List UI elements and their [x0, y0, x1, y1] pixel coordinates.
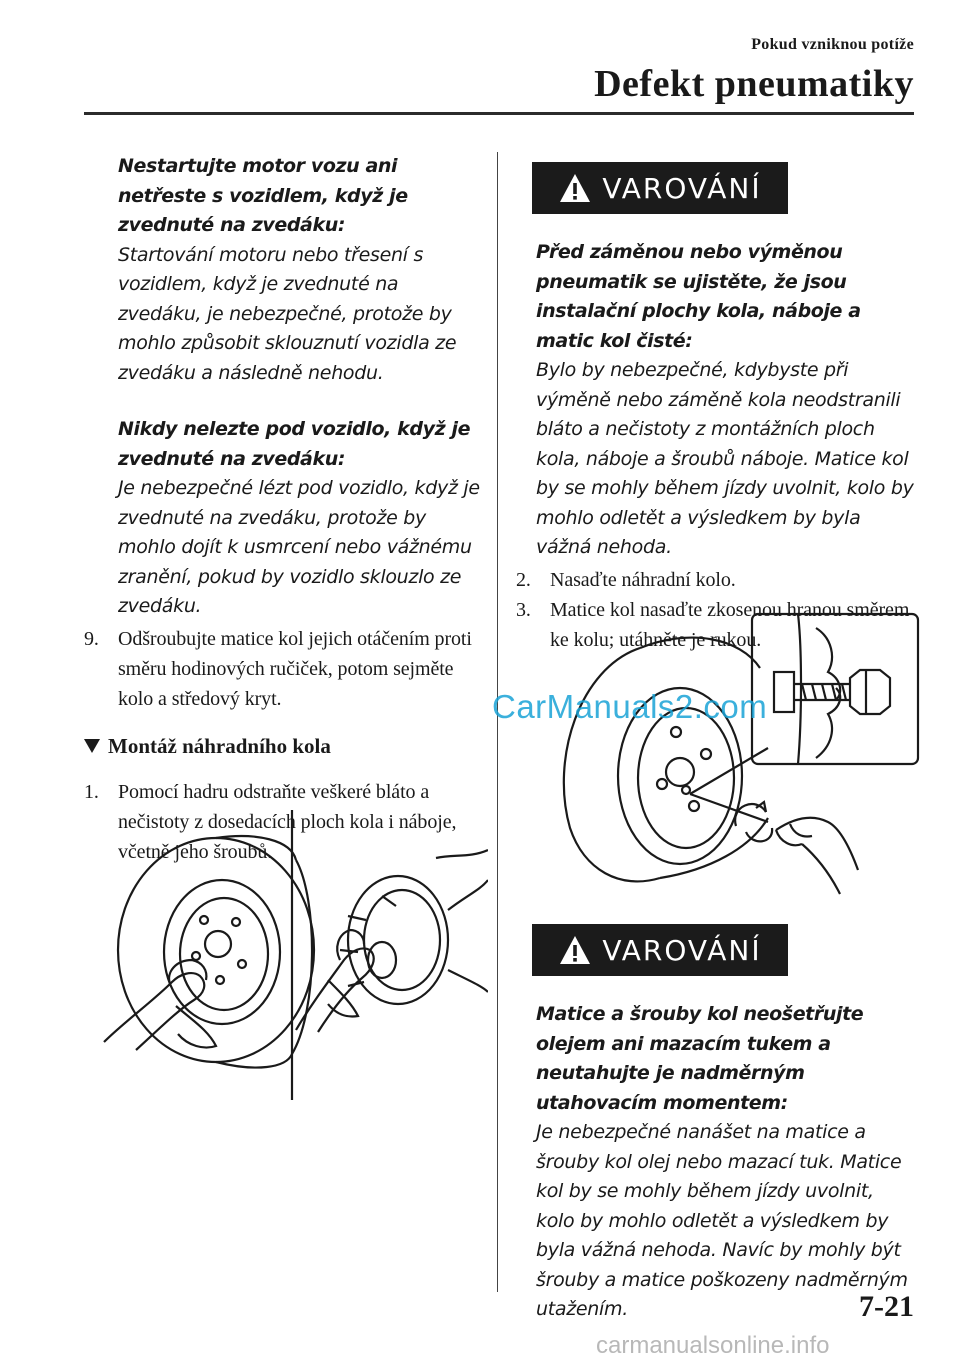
header-divider [84, 112, 914, 115]
page-title: Defekt pneumatiky [594, 63, 914, 105]
warning-banner [532, 162, 788, 214]
warning-heading: Před záměnou nebo výměnou pneumatik se ujistěte, že jsou instalační plochy kola, náboje a matic kol čisté: [536, 241, 861, 352]
step-text: Pomocí hadru odstraňte veškeré bláto a nečistoty z dosedacích ploch kola i náboje, včetně jeho šroubů. [118, 780, 457, 863]
warning-body: Bylo by nebezpečné, kdybyste při výměně nebo záměně kola neodstranili bláto a nečistoty z montážních ploch kola, náboje a šroubů náboje. Matice kol by se mohly během jízdy uvolnit, kolo by mohlo odletět a výsledkem by byla vážná nehoda. [536, 359, 914, 558]
step-text: Odšroubujte matice kol jejich otáčením proti směru hodinových ručiček, potom sejměte kolo a středový kryt. [118, 627, 472, 710]
step-number: 2. [516, 568, 531, 591]
illustration-cleaning-wheel-hub [96, 810, 488, 1100]
step-number: 1. [84, 780, 99, 803]
step-9 [84, 624, 480, 714]
warning-triangle-icon [558, 934, 592, 966]
subheading-text: Montáž náhradního kola [108, 733, 331, 758]
watermark-top: CarManuals2.com [492, 688, 768, 725]
warning-body: Je nebezpečné lézt pod vozidlo, když je zvednuté na zvedáku, protože by mohlo dojít k usmrcení nebo vážnému zranění, pokud by vozidlo sklouzlo ze zvedáku. [118, 477, 480, 617]
warning-heading: Matice a šrouby kol neošetřujte olejem ani mazacím tukem a neutahujte je nadměrným utahovacím momentem: [536, 1003, 864, 1114]
warning-triangle-icon [558, 172, 592, 204]
page-number: 7-21 [859, 1290, 914, 1323]
left-column [84, 152, 480, 867]
section-title: Pokud vzniknou potíže [751, 36, 914, 53]
right-column-lower [516, 924, 916, 1325]
right-column [516, 152, 916, 655]
illustration-mounting-wheel-nuts [540, 608, 920, 898]
banner-label: VAROVÁNÍ [602, 933, 762, 967]
warning-no-oil-grease [516, 1000, 916, 1325]
triangle-down-icon [84, 739, 100, 753]
step-2 [516, 565, 916, 595]
banner-label: VAROVÁNÍ [602, 171, 762, 205]
warning-no-engine-start [84, 152, 480, 388]
step-number: 9. [84, 627, 99, 650]
step-text: Matice kol nasaďte zkosenou hranou směrem ke kolu; utáhněte je rukou. [550, 598, 910, 651]
warning-body: Startování motoru nebo třesení s vozidlem, když je zvednuté na zvedáku, je nebezpečné, protože by mohlo způsobit sklouznutí vozidla ze zvedáku a následně nehodu. [118, 243, 457, 384]
step-number: 3. [516, 598, 531, 621]
warning-no-crawl-under [84, 415, 480, 622]
warning-body: Je nebezpečné nanášet na matice a šrouby kol olej nebo mazací tuk. Matice kol by se mohly během jízdy uvolnit, kolo by mohlo odletět a výsledkem by byla vážná nehoda. Navíc by mohly být šrouby a matice poškozeny nadměrným utažením. [536, 1121, 908, 1320]
warning-heading: Nestartujte motor vozu ani netřeste s vozidlem, když je zvednuté na zvedáku: [118, 155, 408, 236]
step-text: Nasaďte náhradní kolo. [550, 568, 736, 591]
warning-heading: Nikdy nelezte pod vozidlo, když je zvednuté na zvedáku: [118, 418, 471, 470]
warning-banner [532, 924, 788, 976]
warning-clean-surfaces [516, 238, 916, 563]
subheading-spare-wheel [84, 731, 480, 761]
watermark-bottom: carmanualsonline.info [596, 1332, 830, 1359]
